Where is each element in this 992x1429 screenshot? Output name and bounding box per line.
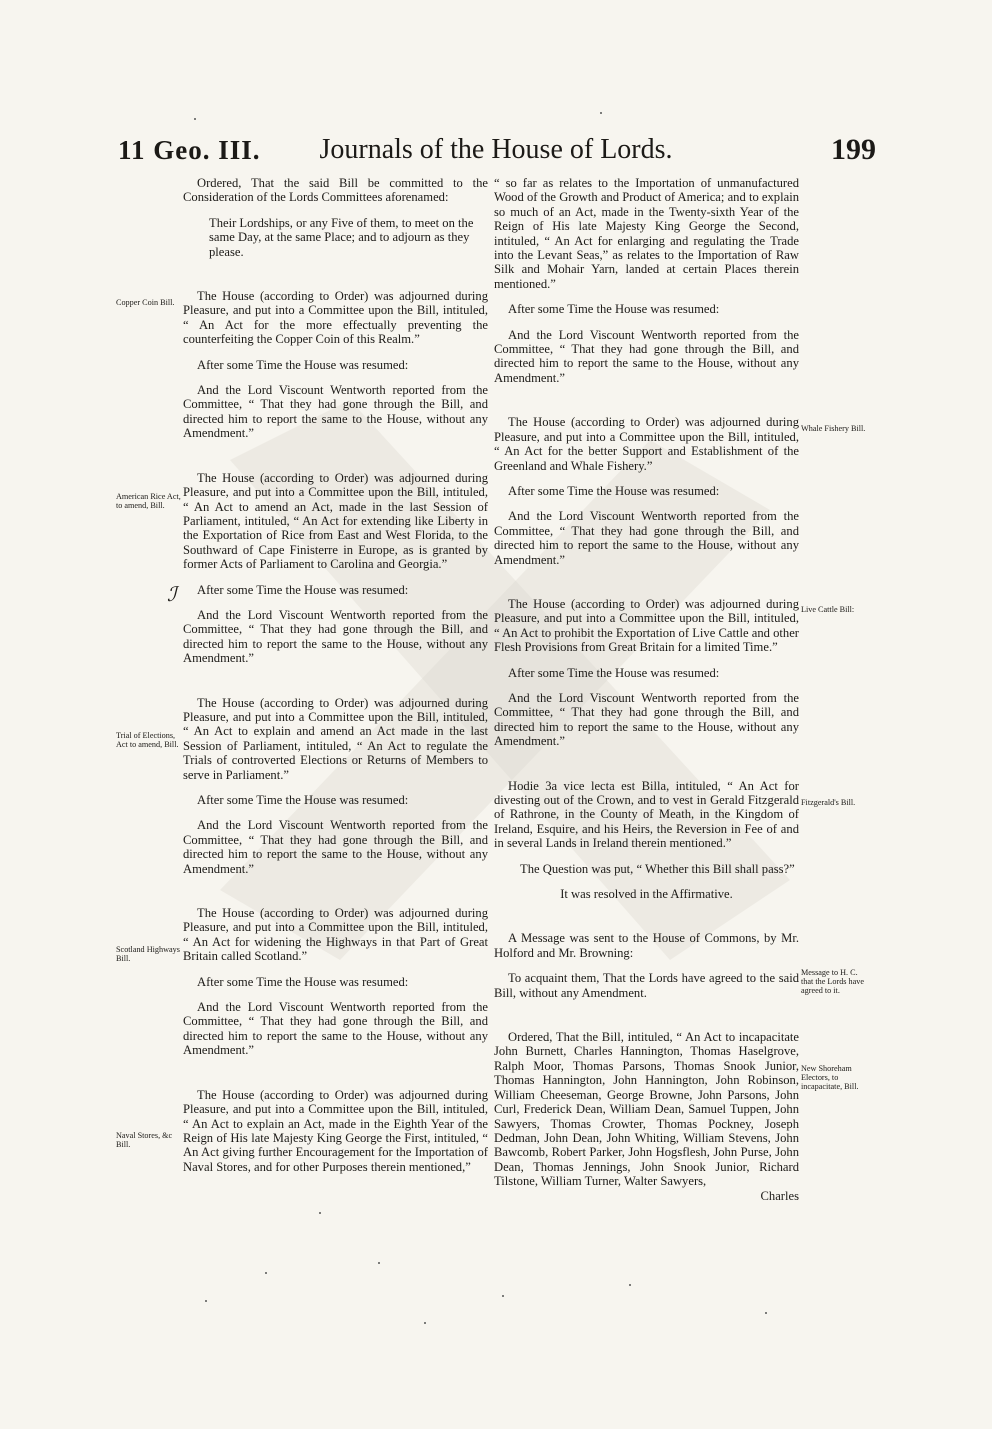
paragraph: After some Time the House was resumed: [508,302,720,317]
paragraph: And the Lord Viscount Wentworth reported from the Committee, “ That they had gone through the Bill, and directed him to report the same to the House, without any Amendment.” [494,327,799,385]
regnal-year: 11 Geo. III. [118,135,261,165]
paragraph: After some Time the House was resumed: [508,665,720,680]
margin-note-message: Message to H. C. that the Lords have agreed to it. [801,968,864,995]
paragraph: After some Time the House was resumed: [197,357,409,372]
paragraph: After some Time the House was resumed: [197,974,409,989]
left-column [183,176,488,1174]
page-title: Journals of the House of Lords. [319,134,673,165]
catchword: Charles [760,1188,799,1203]
paragraph: After some Time the House was resumed: [197,793,409,807]
paragraph: The House (according to Order) was adjourned during Pleasure, and put into a Committee upon the Bill, intituled, “ An Act for the more effectually preventing the counterfeiting the Copper Coin of this Realm.” [183,289,488,347]
margin-note-fitzgeralds: Fitzgerald's Bill. [801,798,856,807]
paragraph: The Question was put, “ Whether this Bill shall pass?” [520,861,795,876]
margin-note-american-rice: American Rice Act, to amend, Bill. [116,492,181,510]
paragraph: The House (according to Order) was adjourned during Pleasure, and put into a Committee upon the Bill, intituled, “ An Act to explain and amend an Act made in the last Session of Parliament, intituled, “ An Act to regulate the Trials of controverted Elections or Returns of Members to serve in Parliament.” [183,695,488,782]
paragraph: The House (according to Order) was adjourned during Pleasure, and put into a Committee upon the Bill, intituled, “ An Act to explain an Act, made in the Eighth Year of the Reign of His late Majesty King George the First, intituled, “ An Act giving further Encouragement for the Importation of Naval Stores, and for other Purposes therein mentioned,” [183,1087,488,1174]
paragraph: Their Lordships, or any Five of them, to meet on the same Day, at the same Place; and to adjourn as they please. [209,215,474,259]
margin-note-scotland-highways: Scotland Highways Bill. [116,945,180,963]
margin-note-copper-coin: Copper Coin Bill. [116,298,175,307]
paragraph: After some Time the House was resumed: [197,582,409,597]
paragraph: The House (according to Order) was adjourned during Pleasure, and put into a Committee upon the Bill, intituled, “ An Act to prohibit the Exportation of Live Cattle and other Flesh Provisions from Great Britain for a limited Time.” [494,596,799,655]
paragraph: And the Lord Viscount Wentworth reported from the Committee, “ That they had gone through the Bill, and directed him to report the same to the House, without any Amendment.” [494,690,799,749]
paragraph: A Message was sent to the House of Commons, by Mr. Holford and Mr. Browning: [494,931,799,960]
margin-note-whale-fishery: Whale Fishery Bill. [801,424,866,433]
paragraph: The House (according to Order) was adjourned during Pleasure, and put into a Committee upon the Bill, intituled, “ An Act for the better Support and Establishment of the Greenland and Whale Fishery.” [494,415,799,473]
paragraph: Ordered, That the said Bill be committed to the Consideration of the Lords Committees aforenamed: [183,176,488,205]
paragraph: After some Time the House was resumed: [508,483,720,498]
margin-note-trial-elections: Trial of Elections, Act to amend, Bill. [116,731,179,749]
paragraph: “ so far as relates to the Importation of unmanufactured Wood of the Growth and Product of America; and to explain so much of an Act, made in the Twenty-sixth Year of the Reign of His late Majesty King George the Second, intituled, “ An Act for enlarging and regulating the Trade into the Levant Seas,” as relates to the Importation of Raw Silk and Mohair Yarn, landed at certain Places therein mentioned.” [494,176,799,291]
page-number: 199 [831,133,876,166]
right-column [494,176,799,1214]
paragraph: And the Lord Viscount Wentworth reported from the Committee, “ That they had gone through the Bill, and directed him to report the same to the House, without any Amendment.” [183,607,488,666]
paragraph: And the Lord Viscount Wentworth reported from the Committee, “ That they had gone through the Bill, and directed him to report the same to the House, without any Amendment.” [183,1000,488,1058]
paragraph: To acquaint them, That the Lords have agreed to the said Bill, without any Amendment. [494,971,799,1000]
paragraph: The House (according to Order) was adjourned during Pleasure, and put into a Committee upon the Bill, intituled, “ An Act for widening the Highways in that Part of Great Britain called Scotland.” [183,906,488,964]
margin-note-live-cattle: Live Cattle Bill: [801,605,855,614]
paragraph: It was resolved in the Affirmative. [560,887,733,902]
paragraph: And the Lord Viscount Wentworth reported from the Committee, “ That they had gone through the Bill, and directed him to report the same to the House, without any Amendment.” [183,818,488,876]
paragraph: Ordered, That the Bill, intituled, “ An Act to incapacitate John Burnett, Charles Hannington, Thomas Haselgrove, Ralph Moor, Thomas Parsons, Thomas Snook Junior, Thomas Hannington, John Hannington, John Robinson, William Cheeseman, George Browne, John Parsons, John Curl, Frederick Dean, William Dean, Samuel Tuppen, John Sawyers, Thomas Crowter, Thomas Pockney, Joseph Dedman, John Dean, John Whiting, William Stevens, John Bawcomb, Robert Parker, John Hogsflesh, John Purse, John Dean, Thomas Jennings, John Snook Junior, Richard Tilstone, William Turner, Walter Sawyers, [494,1030,799,1189]
handwritten-mark: ℐ [167,584,177,606]
paragraph: The House (according to Order) was adjourned during Pleasure, and put into a Committee upon the Bill, intituled, “ An Act to amend an Act, made in the last Session of Parliament, intituled, “ An Act for extending like Liberty in the Exportation of Rice from East and West Florida, to the Southward of Cape Finisterre in Europe, as is granted by former Acts of Parliament to Carolina and Georgia.” [183,470,488,572]
margin-note-new-shoreham: New Shoreham Electors, to incapacitate, Bill. [801,1064,859,1091]
paragraph: And the Lord Viscount Wentworth reported from the Committee, “ That they had gone through the Bill, and directed him to report the same to the House, without any Amendment.” [494,509,799,567]
paragraph: Hodie 3a vice lecta est Billa, intituled, “ An Act for divesting out of the Crown, and to vest in Gerald Fitzgerald of Rathrone, in the County of Meath, in the Kingdom of Ireland, Esquire, and his Heirs, the Reversion in Fee of and in several Lands in Ireland therein mentioned.” [494,778,799,851]
margin-note-naval-stores: Naval Stores, &c Bill. [116,1131,173,1149]
paragraph: And the Lord Viscount Wentworth reported from the Committee, “ That they had gone through the Bill, and directed him to report the same to the House, without any Amendment.” [183,383,488,441]
